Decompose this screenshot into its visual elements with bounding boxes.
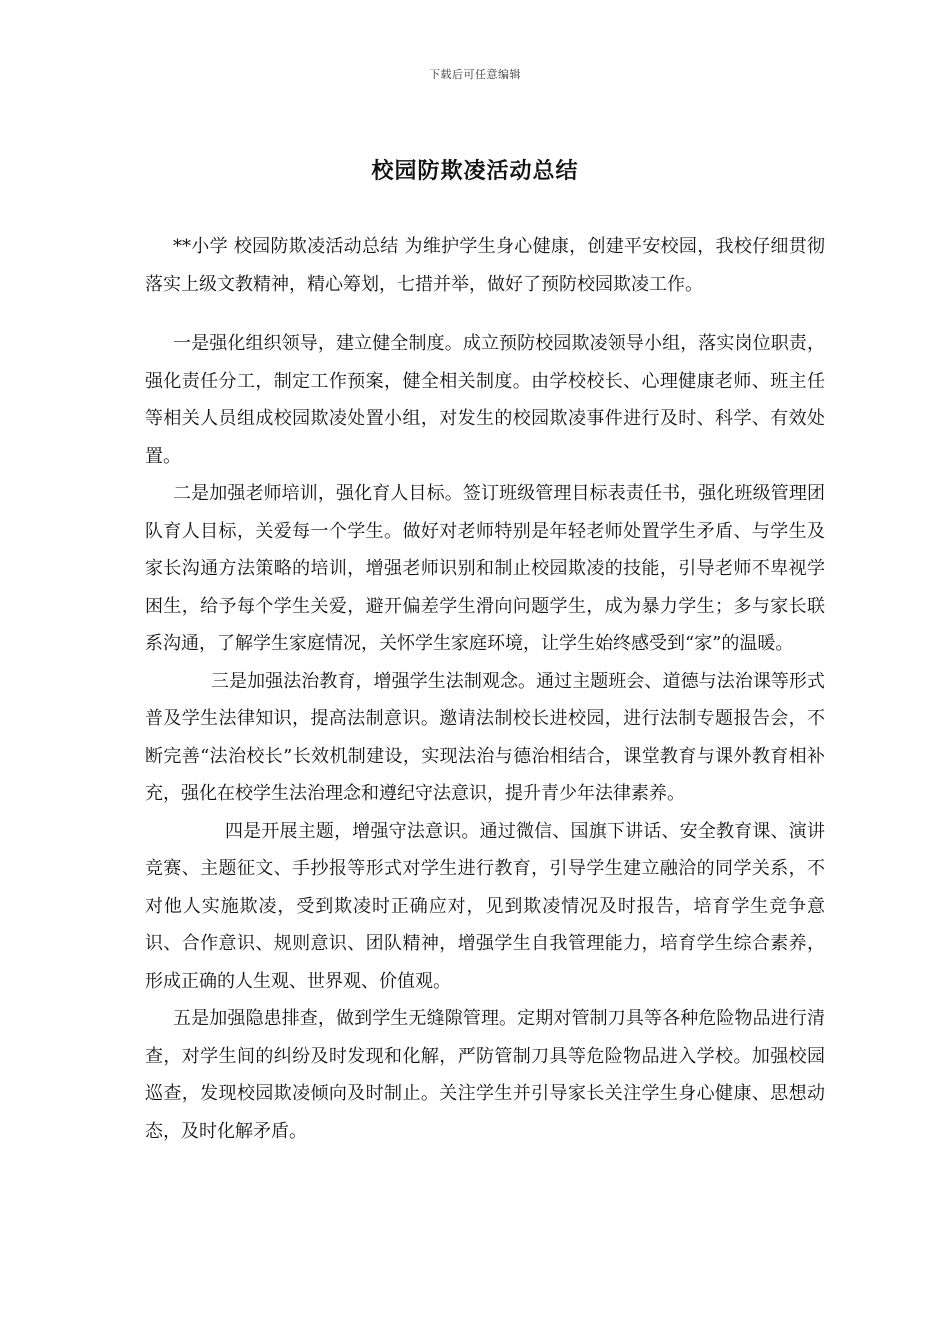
paragraph-gap: [145, 303, 825, 325]
paragraph-2: 二是加强老师培训，强化育人目标。签订班级管理目标表责任书，强化班级管理团队育人目标，关爱每一个学生。做好对老师特别是年轻老师处置学生矛盾、与学生及家长沟通方法策略的培训，增强老师识别和制止校园欺凌的技能，引导老师不卑视学困生，给予每个学生关爱，避开偏差学生滑向问题学生，成为暴力学生；多与家长联系沟通，了解学生家庭情况，关怀学生家庭环境，让学生始终感受到“家”的温暖。: [145, 483, 825, 654]
document-title: 校园防欺凌活动总结: [371, 158, 579, 184]
paragraph-1: 一是强化组织领导，建立健全制度。成立预防校园欺凌领导小组，落实岗位职责，强化责任分工，制定工作预案，健全相关制度。由学校校长、心理健康老师、班主任等相关人员组成校园欺凌处置小组，对发生的校园欺凌事件进行及时、科学、有效处置。: [145, 333, 825, 467]
header-note: 下载后可任意编辑: [429, 68, 521, 81]
paragraph-intro: **小学 校园防欺凌活动总结 为维护学生身心健康，创建平安校园，我校仔细贯彻落实上级文教精神，精心筹划，七措并举，做好了预防校园欺凌工作。: [145, 236, 825, 295]
paragraph-4: 四是开展主题，增强守法意识。通过微信、国旗下讲话、安全教育课、演讲竞赛、主题征文、手抄报等形式对学生进行教育，引导学生建立融洽的同学关系，不对他人实施欺凌，受到欺凌时正确应对，见到欺凌情况及时报告，培育学生竞争意识、合作意识、规则意识、团队精神，增强学生自我管理能力，培育学生综合素养，形成正确的人生观、世界观、价值观。: [145, 820, 825, 992]
paragraph-5: 五是加强隐患排查，做到学生无缝隙管理。定期对管制刀具等各种危险物品进行清查，对学生间的纠纷及时发现和化解，严防管制刀具等危险物品进入学校。加强校园巡查，发现校园欺凌倾向及时制止。关注学生并引导家长关注学生身心健康、思想动态，及时化解矛盾。: [145, 1008, 825, 1142]
paragraph-3: 三是加强法治教育，增强学生法制观念。通过主题班会、道德与法治课等形式普及学生法律知识，提高法制意识。邀请法制校长进校园，进行法制专题报告会，不断完善“法治校长”长效机制建设，实现法治与德治相结合，课堂教育与课外教育相补充，强化在校学生法治理念和遵纪守法意识，提升青少年法律素养。: [145, 670, 825, 804]
document-body: [145, 228, 825, 1150]
